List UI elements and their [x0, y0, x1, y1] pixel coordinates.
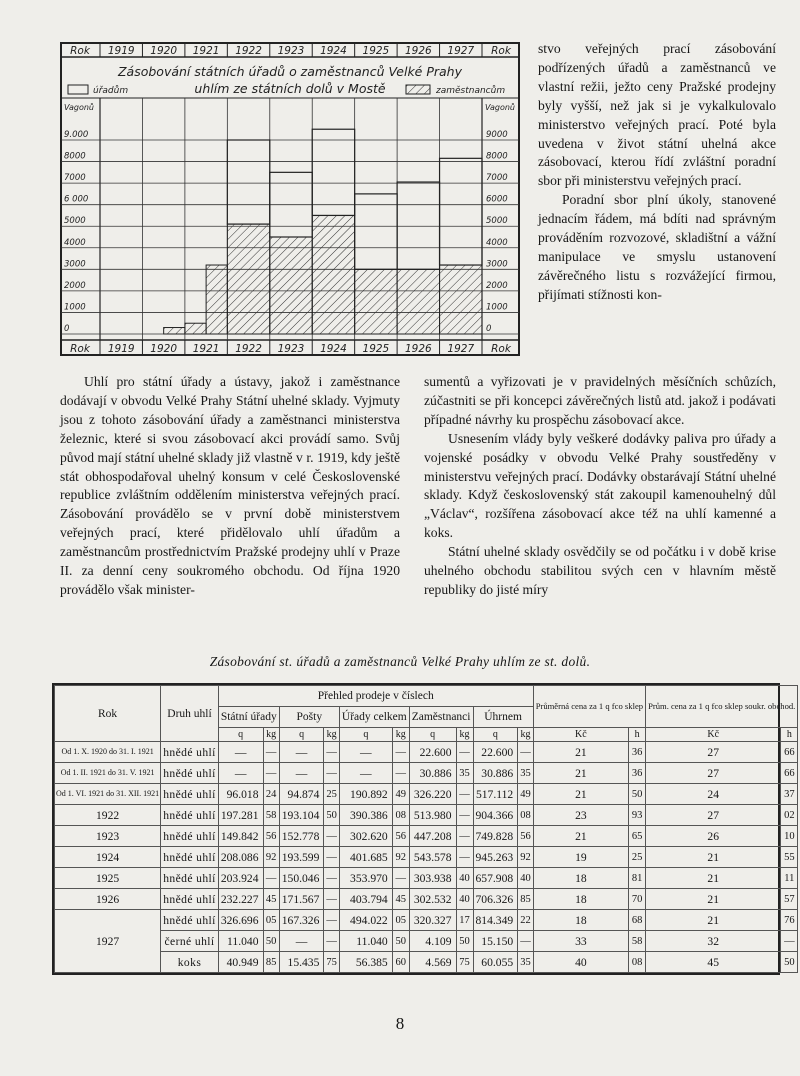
cell-rok: 1922 [55, 805, 161, 826]
legend-hatched-swatch [406, 85, 430, 94]
footer-label: 1923 [277, 343, 305, 355]
cell-pkc: 18 [533, 910, 628, 931]
coal-supply-chart [60, 42, 520, 356]
bar-employees [440, 265, 482, 334]
cell-ph: 70 [629, 889, 646, 910]
cell-hkg: 35 [518, 952, 534, 973]
bar-employees [206, 265, 227, 334]
cell-pq: 193.104 [279, 805, 324, 826]
right-column-bottom [424, 373, 776, 600]
cell-zq: 320.327 [409, 910, 456, 931]
cell-skc: 27 [646, 763, 781, 784]
cell-uq: 494.022 [339, 910, 392, 931]
cell-ukg: 49 [392, 784, 409, 805]
cell-zq: 4.109 [409, 931, 456, 952]
cell-hq: 30.886 [473, 763, 518, 784]
cell-rok: 1926 [55, 889, 161, 910]
cell-druh: hnědé uhlí [161, 805, 219, 826]
table-row [55, 910, 798, 931]
cell-hq: 749.828 [473, 826, 518, 847]
cell-hq: 706.326 [473, 889, 518, 910]
cell-pq: 152.778 [279, 826, 324, 847]
cell-rok: Od 1. VI. 1921 do 31. XII. 1921 [55, 784, 161, 805]
cell-ph: 68 [629, 910, 646, 931]
cell-sh: 76 [781, 910, 798, 931]
y-tick-right: 0 [486, 324, 492, 334]
bar-offices [397, 182, 439, 269]
cell-zq: 447.208 [409, 826, 456, 847]
cell-hkg: 08 [518, 805, 534, 826]
cell-zkg: 40 [456, 889, 473, 910]
unit-kg: kg [392, 728, 409, 742]
cell-sh: 57 [781, 889, 798, 910]
cell-uq: 403.794 [339, 889, 392, 910]
unit-kc: Kč [533, 728, 628, 742]
cell-rok: 1925 [55, 868, 161, 889]
chart-title-line2: uhlím ze státních dolů v Mostě [194, 81, 386, 96]
y-tick-right: 2000 [486, 280, 508, 291]
footer-label: 1926 [404, 343, 432, 355]
cell-ph: 81 [629, 868, 646, 889]
cell-skc: 24 [646, 784, 781, 805]
paragraph: Poradní sbor plní úkoly, stanovené jednacím řádem, má bdíti nad správným prováděním rozvozové, skladištní a vážní manipulace ve smyslu ustanovení závěrečného listu s rozvážející firmou, přijímati stížnosti kon- [538, 192, 776, 302]
unit-kg: kg [263, 728, 279, 742]
cell-sq: 96.018 [218, 784, 263, 805]
cell-pkc: 21 [533, 763, 628, 784]
footer-label: 1919 [107, 343, 135, 355]
bar-offices [355, 194, 397, 269]
table-row [55, 742, 798, 763]
cell-sq: 40.949 [218, 952, 263, 973]
cell-pkg: 75 [324, 952, 340, 973]
cell-zq: 543.578 [409, 847, 456, 868]
cell-sh: 66 [781, 763, 798, 784]
right-column-top [538, 40, 776, 305]
y-tick-right: 6000 [486, 194, 508, 205]
cell-pkc: 18 [533, 868, 628, 889]
cell-skc: 45 [646, 952, 781, 973]
cell-skc: 27 [646, 805, 781, 826]
cell-pkg: — [324, 847, 340, 868]
cell-ukg: — [392, 742, 409, 763]
paragraph: Usnesením vlády byly veškeré dodávky paliva pro úřady a vojenské posádky v obvodu Velké Prahy soustředěny v ministerstvu veřejných prací. Dodávky obstarávají Státní uhelné sklady. Když československý stát zakoupil kamenouhelný důl „Václav“, rozšířena zásobovací akce též na uhlí kamenné a koks. [424, 430, 776, 541]
paragraph: Státní uhelné sklady osvědčily se od počátku i v době krise uhelného obchodu stabilitou svých cen v hlavním městě republiky do jisté míry [424, 544, 776, 597]
y-tick-left: 1000 [64, 302, 86, 313]
footer-label: 1920 [150, 343, 178, 355]
cell-ukg: 05 [392, 910, 409, 931]
cell-pkc: 23 [533, 805, 628, 826]
y-tick-right: 9000 [486, 130, 508, 140]
cell-zkg: 75 [456, 952, 473, 973]
table-row [55, 826, 798, 847]
cell-sh: 02 [781, 805, 798, 826]
cell-pkg: — [324, 763, 340, 784]
cell-sq: 149.842 [218, 826, 263, 847]
cell-hq: 657.908 [473, 868, 518, 889]
cell-skg: 85 [263, 952, 279, 973]
footer-label: 1925 [362, 343, 390, 355]
cell-ukg: — [392, 868, 409, 889]
cell-ukg: 92 [392, 847, 409, 868]
cell-hkg: 56 [518, 826, 534, 847]
cell-zq: 303.938 [409, 868, 456, 889]
cell-druh: hnědé uhlí [161, 910, 219, 931]
unit-q: q [339, 728, 392, 742]
cell-druh: černé uhlí [161, 931, 219, 952]
chart-title-line1: Zásobování státních úřadů o zaměstnanců Velké Prahy [117, 64, 463, 79]
cell-hq: 814.349 [473, 910, 518, 931]
cell-ph: 08 [629, 952, 646, 973]
cell-hkg: — [518, 742, 534, 763]
header-label: 1923 [277, 45, 305, 57]
y-tick-right: 4000 [486, 237, 508, 248]
y-tick-left: 8000 [64, 151, 86, 162]
cell-pkc: 21 [533, 784, 628, 805]
cell-druh: hnědé uhlí [161, 868, 219, 889]
unit-q: q [279, 728, 324, 742]
unit-kg: kg [456, 728, 473, 742]
y-tick-left: 9.000 [64, 130, 89, 140]
cell-uq: 11.040 [339, 931, 392, 952]
header-label: 1925 [362, 45, 390, 57]
bar-employees [185, 323, 206, 334]
header-druh: Druh uhlí [161, 686, 219, 742]
cell-sh: 37 [781, 784, 798, 805]
cell-hq: 60.055 [473, 952, 518, 973]
cell-zq: 30.886 [409, 763, 456, 784]
cell-druh: hnědé uhlí [161, 763, 219, 784]
paragraph: Uhlí pro státní úřady a ústavy, jakož i zaměstnance dodávají v obvodu Velké Prahy Státní uhelné sklady. Vyjmuty jsou z tohoto zásobování úřady a zaměstnanci ministerstva železnic, které si svou zásobovací akci provádí samo. Svůj původ mají státní uhelné sklady již vlastně v r. 1919, kdy ještě stát obhospodařoval uhelný konsum v celé Československé republice zvláštním oddělením ministerstva veřejných prací. Zásobování provádělo se v první době ministerstvem veřejných prací, které přidělovalo uhlí úřadům a zaměstnancům prostřednictvím Pražské prodejny uhlí v Praze II. za denní ceny soukromého obchodu. Od října 1920 provádělo však minister- [60, 374, 400, 597]
y-tick-right: 1000 [486, 302, 508, 313]
cell-ph: 93 [629, 805, 646, 826]
cell-skc: 21 [646, 868, 781, 889]
cell-ukg: 45 [392, 889, 409, 910]
header-label: 1926 [404, 45, 432, 57]
header-group: Přehled prodeje v číslech [218, 686, 533, 707]
y-tick-right: 5000 [486, 216, 508, 227]
header-statni: Státní úřady [218, 707, 279, 728]
header-label: 1919 [107, 45, 135, 57]
cell-hq: 517.112 [473, 784, 518, 805]
cell-hkg: 40 [518, 868, 534, 889]
table-row [55, 763, 798, 784]
cell-hq: 904.366 [473, 805, 518, 826]
cell-ph: 58 [629, 931, 646, 952]
cell-skg: 45 [263, 889, 279, 910]
bar-employees [355, 269, 397, 334]
cell-sh: — [781, 931, 798, 952]
cell-ukg: 56 [392, 826, 409, 847]
unit-kg: kg [518, 728, 534, 742]
unit-q: q [473, 728, 518, 742]
unit-h: h [629, 728, 646, 742]
cell-pkg: 25 [324, 784, 340, 805]
cell-pkg: — [324, 742, 340, 763]
footer-label: 1924 [320, 343, 347, 355]
cell-zkg: — [456, 826, 473, 847]
cell-ukg: 50 [392, 931, 409, 952]
table-row [55, 784, 798, 805]
cell-hq: 15.150 [473, 931, 518, 952]
cell-pkg: — [324, 826, 340, 847]
table-row [55, 847, 798, 868]
cell-zq: 326.220 [409, 784, 456, 805]
cell-pq: 94.874 [279, 784, 324, 805]
header-label: Rok [70, 45, 90, 57]
cell-pkg: 50 [324, 805, 340, 826]
cell-zq: 4.569 [409, 952, 456, 973]
header-label: 1920 [150, 45, 178, 57]
cell-pq: 167.326 [279, 910, 324, 931]
y-axis-title-left: Vagonů [64, 103, 94, 112]
cell-uq: 401.685 [339, 847, 392, 868]
bar-offices [312, 129, 354, 215]
y-tick-left: 5000 [64, 216, 86, 227]
cell-hkg: 92 [518, 847, 534, 868]
unit-kc: Kč [646, 728, 781, 742]
cell-sh: 50 [781, 952, 798, 973]
cell-uq: 302.620 [339, 826, 392, 847]
y-tick-left: 0 [64, 324, 70, 334]
cell-zq: 22.600 [409, 742, 456, 763]
cell-skc: 32 [646, 931, 781, 952]
cell-druh: hnědé uhlí [161, 784, 219, 805]
header-label: 1927 [447, 45, 475, 57]
cell-hkg: 85 [518, 889, 534, 910]
cell-pkg: — [324, 868, 340, 889]
cell-pq: 150.046 [279, 868, 324, 889]
unit-h: h [781, 728, 798, 742]
table-row [55, 952, 798, 973]
cell-zkg: 35 [456, 763, 473, 784]
cell-ph: 36 [629, 763, 646, 784]
bar-employees [164, 328, 185, 334]
cell-uq: 353.970 [339, 868, 392, 889]
sales-table [52, 683, 796, 975]
cell-pkc: 21 [533, 742, 628, 763]
cell-skc: 26 [646, 826, 781, 847]
y-axis-title-right: Vagonů [485, 103, 515, 112]
cell-pq: — [279, 742, 324, 763]
cell-skg: 58 [263, 805, 279, 826]
cell-ukg: 08 [392, 805, 409, 826]
y-tick-left: 6 000 [64, 194, 89, 205]
cell-hkg: 35 [518, 763, 534, 784]
cell-pkc: 21 [533, 826, 628, 847]
bar-offices [227, 140, 269, 224]
table-row [55, 868, 798, 889]
cell-ph: 65 [629, 826, 646, 847]
cell-rok: 1927 [55, 910, 161, 973]
cell-sq: 203.924 [218, 868, 263, 889]
cell-skg: — [263, 868, 279, 889]
cell-skc: 21 [646, 847, 781, 868]
left-column [60, 373, 400, 600]
header-avg-price: Průměrná cena za 1 q fco sklep [533, 686, 645, 728]
header-label: 1921 [192, 45, 220, 57]
cell-druh: hnědé uhlí [161, 742, 219, 763]
table-body [55, 742, 798, 973]
cell-pq: 171.567 [279, 889, 324, 910]
footer-label: Rok [491, 343, 511, 355]
cell-skg: 24 [263, 784, 279, 805]
cell-skg: 92 [263, 847, 279, 868]
cell-uq: 190.892 [339, 784, 392, 805]
cell-sh: 11 [781, 868, 798, 889]
cell-skg: 05 [263, 910, 279, 931]
chart-layer [61, 43, 519, 355]
cell-zkg: — [456, 847, 473, 868]
chart-svg [60, 42, 520, 356]
cell-sq: 197.281 [218, 805, 263, 826]
table-row [55, 931, 798, 952]
cell-druh: koks [161, 952, 219, 973]
cell-zq: 513.980 [409, 805, 456, 826]
cell-hkg: 49 [518, 784, 534, 805]
cell-sq: — [218, 763, 263, 784]
cell-skg: 50 [263, 931, 279, 952]
y-tick-left: 2000 [64, 280, 86, 291]
header-urady: Úřady celkem [339, 707, 409, 728]
header-rok: Rok [55, 686, 161, 742]
cell-druh: hnědé uhlí [161, 847, 219, 868]
y-tick-left: 7000 [64, 173, 86, 184]
cell-pkc: 40 [533, 952, 628, 973]
header-label: 1924 [320, 45, 347, 57]
cell-pkg: — [324, 931, 340, 952]
cell-zkg: 50 [456, 931, 473, 952]
cell-ukg: — [392, 763, 409, 784]
cell-ph: 36 [629, 742, 646, 763]
cell-pkc: 18 [533, 889, 628, 910]
cell-ph: 50 [629, 784, 646, 805]
cell-rok: Od 1. X. 1920 do 31. I. 1921 [55, 742, 161, 763]
cell-druh: hnědé uhlí [161, 826, 219, 847]
y-tick-left: 4000 [64, 237, 86, 248]
cell-skg: — [263, 763, 279, 784]
y-tick-right: 8000 [486, 151, 508, 162]
cell-skc: 27 [646, 742, 781, 763]
cell-sq: — [218, 742, 263, 763]
paragraph: stvo veřejných prací zásobování podřízených úřadů a zaměstnanců ve vlastní režii, ježto ceny Pražské prodejny byly vyšší, než jak si je vykalkulovalo ministerstvo veřejných prací. Poté byla uvedena v život státní uhelná akce zásobovací, kterou řídí zvláštní poradní sbor při ministerstvu veřejných prací. [538, 41, 776, 189]
cell-uq: — [339, 742, 392, 763]
cell-uq: 56.385 [339, 952, 392, 973]
table-row [55, 889, 798, 910]
cell-pkc: 19 [533, 847, 628, 868]
y-tick-right: 3000 [486, 259, 508, 270]
cell-uq: 390.386 [339, 805, 392, 826]
table-row [55, 805, 798, 826]
legend-hatched-label: zaměstnancům [436, 86, 506, 96]
cell-druh: hnědé uhlí [161, 889, 219, 910]
cell-skg: 56 [263, 826, 279, 847]
unit-q: q [409, 728, 456, 742]
cell-zkg: 17 [456, 910, 473, 931]
cell-skg: — [263, 742, 279, 763]
paragraph: sumentů a vyřizovati je v pravidelných měsíčních schůzích, zúčastniti se při koncepci závěrečných listů atd. jakož i podávati případné návrhy ku prospěchu zásobovací akce. [424, 374, 776, 427]
cell-pq: — [279, 931, 324, 952]
page-number: 8 [395, 1014, 405, 1033]
cell-zkg: — [456, 784, 473, 805]
header-private-price: Prům. cena za 1 q fco sklep soukr. obchod. [646, 686, 798, 728]
cell-rok: 1923 [55, 826, 161, 847]
bar-employees [270, 237, 312, 334]
bar-employees [397, 269, 439, 334]
footer-label: 1922 [235, 343, 262, 355]
cell-skc: 21 [646, 889, 781, 910]
cell-sq: 326.696 [218, 910, 263, 931]
cell-uq: — [339, 763, 392, 784]
cell-sq: 232.227 [218, 889, 263, 910]
footer-label: 1921 [192, 343, 220, 355]
header-posty: Pošty [279, 707, 339, 728]
bar-employees [227, 224, 269, 334]
cell-rok: 1924 [55, 847, 161, 868]
cell-ph: 25 [629, 847, 646, 868]
unit-kg: kg [324, 728, 340, 742]
header-zamestnanci: Zaměstnanci [409, 707, 473, 728]
cell-pq: 193.599 [279, 847, 324, 868]
cell-ukg: 60 [392, 952, 409, 973]
cell-pkg: — [324, 910, 340, 931]
cell-skc: 21 [646, 910, 781, 931]
footer-label: Rok [70, 343, 90, 355]
cell-sh: 66 [781, 742, 798, 763]
bar-offices [440, 158, 482, 265]
y-tick-left: 3000 [64, 259, 86, 270]
cell-hq: 22.600 [473, 742, 518, 763]
cell-sh: 10 [781, 826, 798, 847]
cell-hkg: 22 [518, 910, 534, 931]
footer-label: 1927 [447, 343, 475, 355]
legend-plain-label: úřadům [93, 86, 129, 96]
header-uhrnem: Úhrnem [473, 707, 533, 728]
cell-hq: 945.263 [473, 847, 518, 868]
cell-sh: 55 [781, 847, 798, 868]
header-label: 1922 [235, 45, 262, 57]
y-tick-right: 7000 [486, 173, 508, 184]
cell-zkg: — [456, 805, 473, 826]
cell-rok: Od 1. II. 1921 do 31. V. 1921 [55, 763, 161, 784]
cell-pq: — [279, 763, 324, 784]
cell-sq: 11.040 [218, 931, 263, 952]
header-label: Rok [491, 45, 511, 57]
legend-plain-swatch [68, 85, 88, 94]
cell-pq: 15.435 [279, 952, 324, 973]
cell-zq: 302.532 [409, 889, 456, 910]
table-title: Zásobování st. úřadů a zaměstnanců Velké Prahy uhlím ze st. dolů. [209, 654, 591, 669]
unit-q: q [218, 728, 263, 742]
cell-zkg: — [456, 742, 473, 763]
cell-sq: 208.086 [218, 847, 263, 868]
cell-pkc: 33 [533, 931, 628, 952]
cell-hkg: — [518, 931, 534, 952]
bar-employees [312, 215, 354, 334]
cell-pkg: — [324, 889, 340, 910]
cell-zkg: 40 [456, 868, 473, 889]
